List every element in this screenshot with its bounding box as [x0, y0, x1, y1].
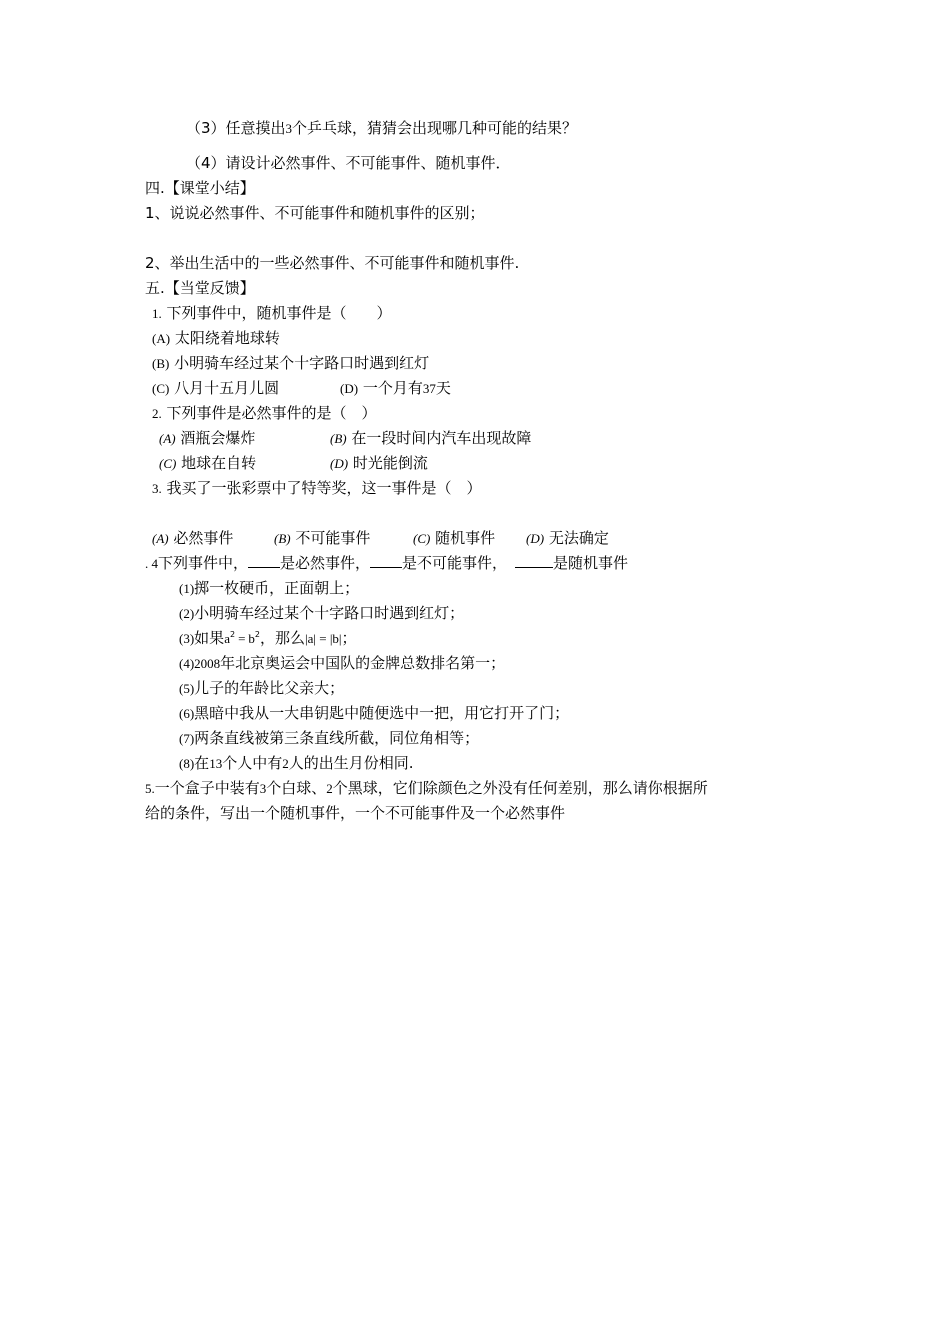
item-text: ； [341, 629, 357, 647]
event-item-4 [179, 653, 505, 674]
option-label: (D) [340, 381, 359, 396]
math-variable: a [224, 631, 230, 646]
event-item-7 [179, 728, 479, 749]
answer-blank [515, 554, 553, 568]
number: 37 [422, 381, 436, 396]
option-text: 必然事件 [173, 529, 234, 547]
number: 2 [326, 781, 333, 796]
event-item-2 [179, 603, 464, 624]
event-item-1 [179, 578, 359, 599]
item-text: 儿子的年龄比父亲大； [194, 679, 345, 697]
question-3 [152, 478, 482, 499]
item-label: (6) [179, 706, 195, 721]
item-text: 年北京奥运会中国队的金牌总数排名第一； [220, 654, 506, 672]
number: 2 [282, 756, 289, 771]
option-label: (D) [330, 456, 349, 471]
option-3d [526, 528, 609, 549]
item-text: 如果 [194, 629, 225, 647]
item-label: (3) [179, 631, 195, 646]
question-number: . 4 [145, 556, 158, 571]
text: （3）任意摸出 [186, 119, 286, 137]
event-item-3 [179, 628, 357, 649]
option-text: 无法确定 [548, 529, 609, 547]
question-text: 下列事件中， [158, 554, 249, 572]
question-5 [145, 778, 708, 799]
option-3a [152, 528, 233, 549]
question-text: 是不可能事件， [402, 554, 508, 572]
number: 13 [209, 756, 223, 771]
option-label: (B) [274, 531, 291, 546]
option-3c [413, 528, 495, 549]
item-text: 人的出生月份相同. [288, 754, 414, 772]
option-text: 天 [435, 379, 451, 397]
item-text: 黑暗中我从一大串钥匙中随便选中一把，用它打开了门； [194, 704, 570, 722]
option-text: 地球在自转 [181, 454, 257, 472]
item-text: ，那么 [260, 629, 306, 647]
number: 3 [259, 781, 267, 796]
option-label: (A) [159, 431, 176, 446]
option-3b [274, 528, 370, 549]
option-1b [152, 353, 429, 374]
option-label: (C) [159, 456, 177, 471]
option-2c [159, 453, 256, 474]
question-text: 是随机事件 [553, 554, 629, 572]
option-label: (C) [152, 381, 170, 396]
event-item-6 [179, 703, 569, 724]
option-text: 不可能事件 [295, 529, 371, 547]
option-label: (C) [413, 531, 431, 546]
option-label: (A) [152, 331, 171, 346]
question-text: 下列事件是必然事件的是（ ） [166, 404, 377, 422]
question-part-3 [186, 118, 577, 139]
question-4 [145, 553, 628, 574]
question-text: 是必然事件， [280, 554, 371, 572]
option-text: 一个月有 [362, 379, 423, 397]
text: 个乒乓球，猜猜会出现哪几种可能的结果？ [292, 119, 578, 137]
question-5-continued: 给的条件，写出一个随机事件，一个不可能事件及一个必然事件 [145, 804, 566, 822]
item-text: 小明骑车经过某个十字路口时遇到红灯； [194, 604, 465, 622]
section-heading-summary: 四.【课堂小结】 [145, 179, 255, 197]
question-text: 一个盒子中装有 [154, 779, 260, 797]
item-text: 在 [194, 754, 210, 772]
item-label: (2) [179, 606, 195, 621]
option-label: (B) [152, 356, 170, 371]
summary-item-1: 1、说说必然事件、不可能事件和随机事件的区别； [145, 204, 485, 222]
option-2d [330, 453, 428, 474]
option-text: 太阳绕着地球转 [174, 329, 280, 347]
event-item-8 [179, 753, 413, 774]
item-label: (8) [179, 756, 195, 771]
number: 3 [285, 121, 293, 136]
answer-blank [370, 554, 402, 568]
option-1d [340, 378, 451, 399]
question-part-4: （4）请设计必然事件、不可能事件、随机事件． [186, 154, 511, 172]
item-label: (7) [179, 731, 195, 746]
number: 2008 [194, 656, 221, 671]
answer-blank [248, 554, 280, 568]
option-text: 随机事件 [435, 529, 496, 547]
question-text: 下列事件中，随机事件是（ ） [166, 304, 392, 322]
question-number: 2. [152, 406, 162, 421]
question-text: 个黑球，它们除颜色之外没有任何差别，那么请你根据所 [332, 779, 708, 797]
question-number: 1. [152, 306, 162, 321]
question-number: 3. [152, 481, 162, 496]
math-operator: = [238, 631, 246, 646]
math-exponent: 2 [254, 630, 260, 639]
option-1c [152, 378, 279, 399]
item-label: (5) [179, 681, 195, 696]
option-label: (D) [526, 531, 545, 546]
question-text: 个白球、 [266, 779, 327, 797]
question-number: 5. [145, 781, 155, 796]
item-text: 掷一枚硬币，正面朝上； [194, 579, 360, 597]
question-1 [152, 303, 392, 324]
option-text: 八月十五月儿圆 [174, 379, 280, 397]
summary-item-2: 2、举出生活中的一些必然事件、不可能事件和随机事件. [145, 254, 520, 272]
section-heading-feedback: 五.【当堂反馈】 [145, 279, 255, 297]
option-text: 时光能倒流 [352, 454, 428, 472]
option-label: (B) [330, 431, 347, 446]
event-item-5 [179, 678, 344, 699]
item-label: (1) [179, 581, 195, 596]
item-label: (4) [179, 656, 195, 671]
item-text: 个人中有 [222, 754, 283, 772]
math-expression: |a| = |b| [305, 631, 342, 646]
option-text: 小明骑车经过某个十字路口时遇到红灯 [174, 354, 430, 372]
question-2 [152, 403, 377, 424]
math-variable: b [248, 631, 255, 646]
option-text: 酒瓶会爆炸 [180, 429, 256, 447]
option-label: (A) [152, 531, 169, 546]
question-text: 我买了一张彩票中了特等奖，这一事件是（ ） [166, 479, 482, 497]
math-exponent: 2 [229, 630, 236, 639]
option-1a [152, 328, 280, 349]
item-text: 两条直线被第三条直线所截，同位角相等； [194, 729, 480, 747]
option-2a [159, 428, 255, 449]
option-2b [330, 428, 531, 449]
option-text: 在一段时间内汽车出现故障 [351, 429, 532, 447]
